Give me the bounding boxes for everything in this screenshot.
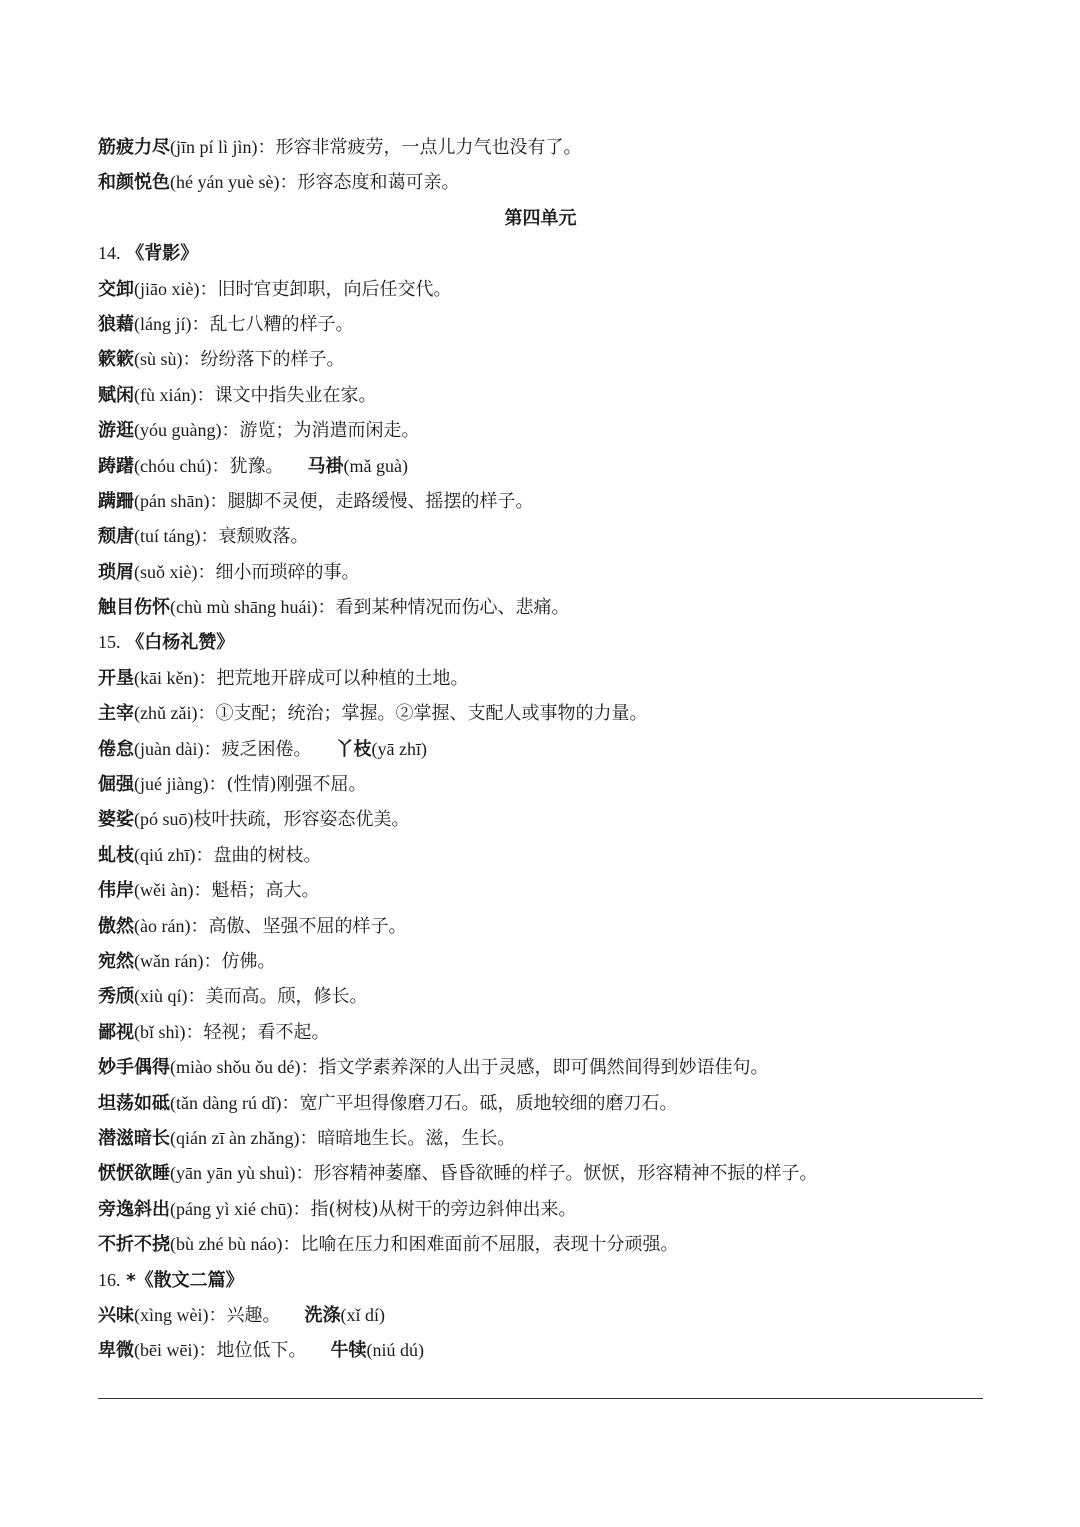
vocab-pinyin-secondary: (xǐ dí) xyxy=(340,1304,385,1325)
vocab-pinyin: (tǎn dàng rú dǐ) xyxy=(170,1092,282,1113)
vocab-definition: ：形容精神萎靡、昏昏欲睡的样子。恹恹，形容精神不振的样子。 xyxy=(295,1163,818,1185)
vocab-pinyin: (páng yì xié chū) xyxy=(170,1198,293,1219)
vocab-definition: ：衰颓败落。 xyxy=(200,526,309,548)
vocab-definition: ：腿脚不灵便，走路缓慢、摇摆的样子。 xyxy=(209,490,534,512)
vocab-term: 颓唐 xyxy=(98,526,134,548)
vocab-pinyin: (yóu guàng) xyxy=(134,420,222,441)
vocab-pinyin: (ào rán) xyxy=(134,915,191,936)
vocab-term: 婆娑 xyxy=(98,809,134,831)
footer-divider xyxy=(98,1398,983,1399)
vocab-definition: ：犹豫。 xyxy=(211,455,284,477)
vocab-definition: ：看到某种情况而伤心、悲痛。 xyxy=(317,597,570,619)
vocab-pinyin: (chóu chú) xyxy=(134,455,212,476)
vocab-term: 狼藉 xyxy=(98,313,134,335)
vocab-pinyin: (jiāo xiè) xyxy=(134,278,200,299)
vocab-term: 潜滋暗长 xyxy=(98,1127,170,1149)
vocab-definition: ：疲乏困倦。 xyxy=(203,738,312,760)
vocab-definition: ：旧时官吏卸职，向后任交代。 xyxy=(199,278,452,300)
lesson-heading xyxy=(98,236,983,271)
vocab-entry xyxy=(98,449,983,484)
vocab-definition: ：细小而琐碎的事。 xyxy=(197,561,360,583)
vocab-term: 赋闲 xyxy=(98,384,134,406)
vocab-term: 坦荡如砥 xyxy=(98,1092,170,1114)
vocab-term: 兴味 xyxy=(98,1304,134,1326)
vocab-entry xyxy=(98,732,983,767)
lesson-heading xyxy=(98,625,983,660)
vocab-entry xyxy=(98,555,983,590)
vocab-term: 触目伤怀 xyxy=(98,597,170,619)
vocab-pinyin: (wǎn rán) xyxy=(134,950,204,971)
vocab-pinyin: (sù sù) xyxy=(134,349,183,370)
vocab-entry xyxy=(98,696,983,731)
vocab-term: 旁逸斜出 xyxy=(98,1198,170,1220)
vocab-entry xyxy=(98,661,983,696)
vocab-pinyin: (juàn dài) xyxy=(134,738,204,759)
vocab-pinyin: (suǒ xiè) xyxy=(134,561,198,582)
vocab-entry xyxy=(98,944,983,979)
vocab-term-secondary: 洗涤 xyxy=(304,1304,341,1326)
lesson-title: 《背影》 xyxy=(126,243,199,265)
vocab-definition: ：地位低下。 xyxy=(198,1340,307,1362)
vocab-entry xyxy=(98,342,983,377)
vocab-term-secondary: 马褂 xyxy=(307,455,344,477)
vocab-term: 开垦 xyxy=(98,667,134,689)
lesson-title: 《白杨礼赞》 xyxy=(126,632,235,654)
vocab-pinyin-secondary: (niú dú) xyxy=(366,1340,424,1361)
vocab-definition: ：轻视；看不起。 xyxy=(185,1021,330,1043)
vocab-entry xyxy=(98,307,983,342)
vocab-entry xyxy=(98,838,983,873)
vocab-pinyin: (láng jí) xyxy=(134,313,192,334)
vocab-entry xyxy=(98,378,983,413)
vocab-entry xyxy=(98,1121,983,1156)
vocab-definition: ：形容非常疲劳，一点儿力气也没有了。 xyxy=(257,137,582,158)
vocab-entry xyxy=(98,1333,983,1368)
vocab-definition: ：指(树枝)从树干的旁边斜伸出来。 xyxy=(292,1198,577,1220)
lesson-number: 16. xyxy=(98,1269,121,1290)
vocab-pinyin: (fù xián) xyxy=(134,384,197,405)
vocab-entry xyxy=(98,909,983,944)
vocab-term: 鄙视 xyxy=(98,1021,134,1043)
vocab-term-secondary: 牛犊 xyxy=(330,1340,367,1362)
vocab-pinyin-secondary: (mǎ guà) xyxy=(343,455,408,476)
vocab-term: 筋疲力尽 xyxy=(98,137,170,158)
vocab-entry xyxy=(98,272,983,307)
vocab-term: 宛然 xyxy=(98,950,134,972)
document-page xyxy=(98,130,983,1369)
vocab-pinyin: (jué jiàng) xyxy=(134,774,209,795)
vocab-pinyin: (qián zī àn zhǎng) xyxy=(170,1127,300,1148)
vocab-entry xyxy=(98,1192,983,1227)
vocab-definition: ：游览；为消遣而闲走。 xyxy=(221,420,420,442)
vocab-pinyin: (chù mù shāng huái) xyxy=(170,597,318,618)
vocab-term: 倦怠 xyxy=(98,738,134,760)
vocab-entry xyxy=(98,590,983,625)
vocab-pinyin: (wěi àn) xyxy=(134,880,194,901)
lesson-number: 14. xyxy=(98,243,121,264)
vocab-pinyin-secondary: (yā zhī) xyxy=(371,738,427,759)
vocab-definition: ：仿佛。 xyxy=(203,950,276,972)
vocab-definition: ：兴趣。 xyxy=(208,1304,281,1326)
vocab-definition: ：高傲、坚强不屈的样子。 xyxy=(190,915,407,937)
vocab-pinyin: (miào shǒu ǒu dé) xyxy=(170,1057,301,1078)
vocab-definition: ：形容态度和蔼可亲。 xyxy=(279,172,460,194)
vocab-definition: ：暗暗地生长。滋，生长。 xyxy=(299,1127,516,1149)
vocab-term: 卑微 xyxy=(98,1340,134,1362)
vocab-definition: ：指文学素养深的人出于灵感，即可偶然间得到妙语佳句。 xyxy=(300,1057,769,1079)
vocab-entry xyxy=(98,1227,983,1262)
vocab-term: 蹒跚 xyxy=(98,490,134,512)
vocab-definition: ：(性情)刚强不屈。 xyxy=(208,774,367,796)
vocab-entry xyxy=(98,1015,983,1050)
vocab-entry xyxy=(98,519,983,554)
vocab-term: 游逛 xyxy=(98,420,134,442)
vocab-pinyin: (pó suō) xyxy=(134,809,194,830)
vocab-pinyin: (hé yán yuè sè) xyxy=(170,172,280,193)
vocab-term: 琐屑 xyxy=(98,561,134,583)
vocab-entry xyxy=(98,413,983,448)
vocab-pinyin: (yān yān yù shuì) xyxy=(170,1163,296,1184)
vocab-entry xyxy=(98,767,983,802)
vocab-term: 交卸 xyxy=(98,278,134,300)
vocab-entry xyxy=(98,979,983,1014)
vocab-term: 踌躇 xyxy=(98,455,134,477)
vocab-term: 虬枝 xyxy=(98,844,134,866)
vocab-definition: ：课文中指失业在家。 xyxy=(196,384,377,406)
vocab-pinyin: (xiù qí) xyxy=(134,986,188,1007)
vocab-term: 秀颀 xyxy=(98,986,134,1008)
vocab-term: 簌簌 xyxy=(98,349,134,371)
vocab-term: 伟岸 xyxy=(98,880,134,902)
vocab-entry xyxy=(98,802,983,837)
unit-heading: 第四单元 xyxy=(504,207,577,229)
vocab-term: 傲然 xyxy=(98,915,134,937)
vocab-pinyin: (pán shān) xyxy=(134,490,210,511)
vocab-definition: ：盘曲的树枝。 xyxy=(195,844,322,866)
vocab-definition: ：把荒地开辟成可以种植的土地。 xyxy=(198,667,469,689)
vocab-entry xyxy=(98,130,983,165)
lesson-title: *《散文二篇》 xyxy=(126,1269,244,1291)
vocab-entry xyxy=(98,1298,983,1333)
vocab-pinyin: (tuí táng) xyxy=(134,526,201,547)
vocab-definition: ：宽广平坦得像磨刀石。砥，质地较细的磨刀石。 xyxy=(281,1092,678,1114)
vocab-definition: 枝叶扶疏，形容姿态优美。 xyxy=(193,809,410,831)
vocab-entry xyxy=(98,165,983,200)
vocab-entry xyxy=(98,873,983,908)
vocab-term: 和颜悦色 xyxy=(98,172,170,194)
vocab-entry xyxy=(98,484,983,519)
vocab-pinyin: (xìng wèi) xyxy=(134,1304,209,1325)
lesson-number: 15. xyxy=(98,632,121,653)
vocab-pinyin: (bǐ shì) xyxy=(134,1021,186,1042)
vocab-definition: ：魁梧；高大。 xyxy=(193,880,320,902)
vocab-term: 妙手偶得 xyxy=(98,1057,170,1079)
vocab-term: 主宰 xyxy=(98,703,134,725)
vocab-pinyin: (bēi wēi) xyxy=(134,1340,199,1361)
vocab-definition: ：美而高。颀，修长。 xyxy=(187,986,368,1008)
vocab-entry xyxy=(98,1050,983,1085)
vocab-pinyin: (zhǔ zǎi) xyxy=(134,703,198,724)
vocab-definition: ：比喻在压力和困难面前不屈服，表现十分顽强。 xyxy=(282,1234,679,1256)
vocab-entry xyxy=(98,1086,983,1121)
lesson-heading xyxy=(98,1263,983,1298)
vocab-entry xyxy=(98,1156,983,1191)
vocab-definition: ：乱七八糟的样子。 xyxy=(191,313,354,335)
vocab-pinyin: (kāi kěn) xyxy=(134,667,199,688)
vocab-term: 不折不挠 xyxy=(98,1234,170,1256)
vocab-term-secondary: 丫枝 xyxy=(335,738,372,760)
vocab-pinyin: (jīn pí lì jìn) xyxy=(170,137,258,157)
vocab-pinyin: (bù zhé bù náo) xyxy=(170,1234,283,1255)
vocab-definition: ：①支配；统治；掌握。②掌握、支配人或事物的力量。 xyxy=(197,703,648,725)
vocab-term: 恹恹欲睡 xyxy=(98,1163,170,1185)
vocab-term: 倔强 xyxy=(98,774,134,796)
vocab-pinyin: (qiú zhī) xyxy=(134,844,196,865)
vocab-definition: ：纷纷落下的样子。 xyxy=(182,349,345,371)
